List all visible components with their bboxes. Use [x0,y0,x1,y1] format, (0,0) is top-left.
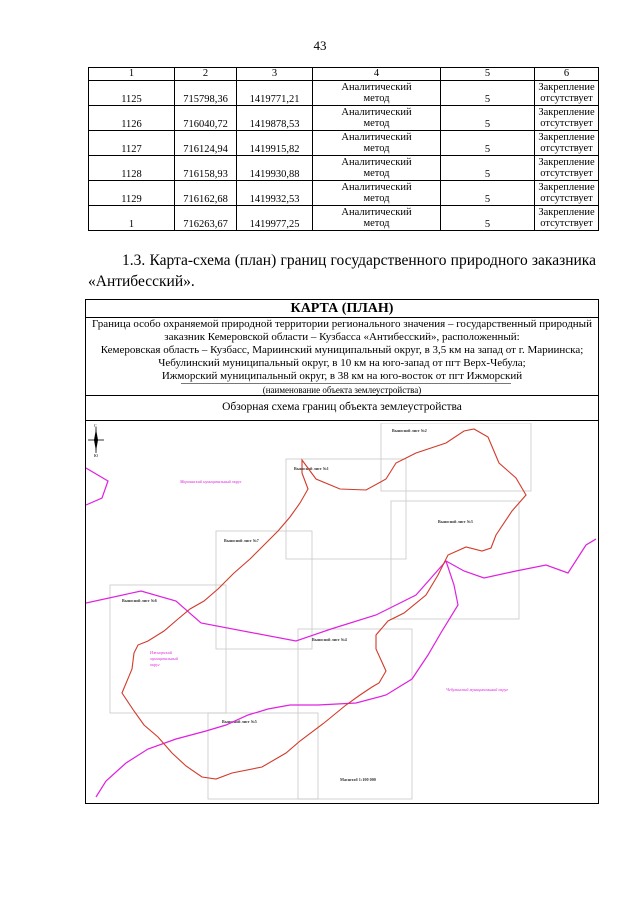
fixation-line: отсутствует [540,168,593,179]
table-row [89,131,599,156]
page-number: 43 [313,38,327,53]
district-label: округ [150,662,160,667]
table-header-cell: 6 [535,68,599,81]
table-row [89,81,599,106]
map-header-rules [85,299,599,429]
method-line: метод [363,193,390,204]
method-cell [313,106,441,131]
accuracy: 5 [441,181,535,206]
coord-x: 715798,36 [175,81,237,106]
coord-x: 716040,72 [175,106,237,131]
sheet-label: Выносной лист №2 [392,428,427,433]
district-label: Мариинский муниципальный округ [180,479,242,484]
coordinates-table [88,67,599,231]
table-header-cell: 4 [313,68,441,81]
method-line: метод [363,93,390,104]
coord-y: 1419915,82 [237,131,313,156]
sheet-label: Выносной лист №7 [224,538,259,543]
accuracy: 5 [441,81,535,106]
sheet-frame [110,585,226,713]
coord-y: 1419932,53 [237,181,313,206]
method-cell [313,81,441,106]
fixation-line: отсутствует [540,193,593,204]
coord-y: 1419878,53 [237,106,313,131]
fixation-cell [535,131,599,156]
method-line: метод [363,118,390,129]
method-line: Аналитический [341,107,412,118]
point-number: 1 [89,206,175,231]
map-scale: Масштаб 1:100 000 [340,777,376,782]
fixation-line: Закрепление [538,157,595,168]
name-underline [181,383,511,384]
method-line: метод [363,218,390,229]
method-cell [313,206,441,231]
description-line: заказник Кемеровской области – Кузбасса «Антибесский», расположенный: [164,331,520,343]
coord-x: 716158,93 [175,156,237,181]
sheet-label: Выносной лист №3 [438,519,473,524]
fixation-line: Закрепление [538,132,595,143]
method-line: Аналитический [341,182,412,193]
sheet-label: Выносной лист №5 [222,719,257,724]
accuracy: 5 [441,131,535,156]
fixation-cell [535,106,599,131]
table-row [89,181,599,206]
sheet-frames [110,423,531,799]
table-header-cell: 1 [89,68,175,81]
sheet-frame [298,629,412,799]
sheet-frame [286,459,406,559]
district-boundary-line [96,561,458,797]
sheet-label: Выносной лист №1 [294,466,329,471]
point-number: 1125 [89,81,175,106]
description-line: Ижморский муниципальный округ, в 38 км на юго-восток от пгт Ижморский [161,370,523,382]
district-label: Чебулинский муниципальный округ [446,687,508,692]
method-cell [313,181,441,206]
point-number: 1126 [89,106,175,131]
header-divider [85,395,599,396]
method-line: Аналитический [341,82,412,93]
sheet-label: Выносной лист №4 [312,637,347,642]
description-line: Граница особо охраняемой природной территории регионального значения – государственный природный [92,318,592,330]
table-header-cell: 5 [441,68,535,81]
district-boundary-line [86,539,596,641]
section-heading: 1.3. Карта-схема (план) границ государственного природного заказника «Антибесский». [88,252,596,290]
coord-x: 716162,68 [175,181,237,206]
object-name-note: (наименование объекта землеустройства) [262,385,422,395]
fixation-line: Закрепление [538,207,595,218]
compass-icon [88,423,104,458]
coord-y: 1419977,25 [237,206,313,231]
method-line: Аналитический [341,157,412,168]
fixation-line: отсутствует [540,118,593,129]
svg-text:С: С [94,423,97,428]
fixation-line: Закрепление [538,107,595,118]
table-header-cell: 2 [175,68,237,81]
district-label: Ижморский [150,650,172,655]
accuracy: 5 [441,206,535,231]
description-line: Кемеровская область – Кузбасс, Мариинский муниципальный округ, в 3,5 км на запад от г. Мариинска; [100,344,584,356]
method-line: Аналитический [341,132,412,143]
method-cell [313,131,441,156]
district-label: муниципальный [150,656,178,661]
table-header-row [89,68,599,81]
sheet-label: Выносной лист №6 [122,598,157,603]
fixation-line: Закрепление [538,182,595,193]
fixation-line: отсутствует [540,218,593,229]
fixation-line: Закрепление [538,82,595,93]
description-line: Чебулинский муниципальный округ, в 10 км на юго-запад от пгт Верх-Чебула; [158,357,526,369]
fixation-cell [535,156,599,181]
table-header-cell: 3 [237,68,313,81]
overview-title: Обзорная схема границ объекта землеустройства [222,401,462,413]
overview-map [86,423,596,801]
fixation-cell [535,181,599,206]
accuracy: 5 [441,156,535,181]
point-number: 1129 [89,181,175,206]
table-row [89,106,599,131]
table-row [89,206,599,231]
fixation-line: отсутствует [540,93,593,104]
method-line: Аналитический [341,207,412,218]
point-number: 1127 [89,131,175,156]
coord-x: 716124,94 [175,131,237,156]
accuracy: 5 [441,106,535,131]
district-boundary-line [86,468,108,505]
fixation-line: отсутствует [540,143,593,154]
coord-y: 1419930,88 [237,156,313,181]
point-number: 1128 [89,156,175,181]
coord-y: 1419771,21 [237,81,313,106]
fixation-cell [535,206,599,231]
coord-x: 716263,67 [175,206,237,231]
method-cell [313,156,441,181]
sheet-frame [381,423,531,491]
map-title: КАРТА (ПЛАН) [86,300,598,318]
overview-divider [85,420,599,421]
method-line: метод [363,168,390,179]
fixation-cell [535,81,599,106]
table-row [89,156,599,181]
method-line: метод [363,143,390,154]
svg-text:Ю: Ю [94,453,99,458]
